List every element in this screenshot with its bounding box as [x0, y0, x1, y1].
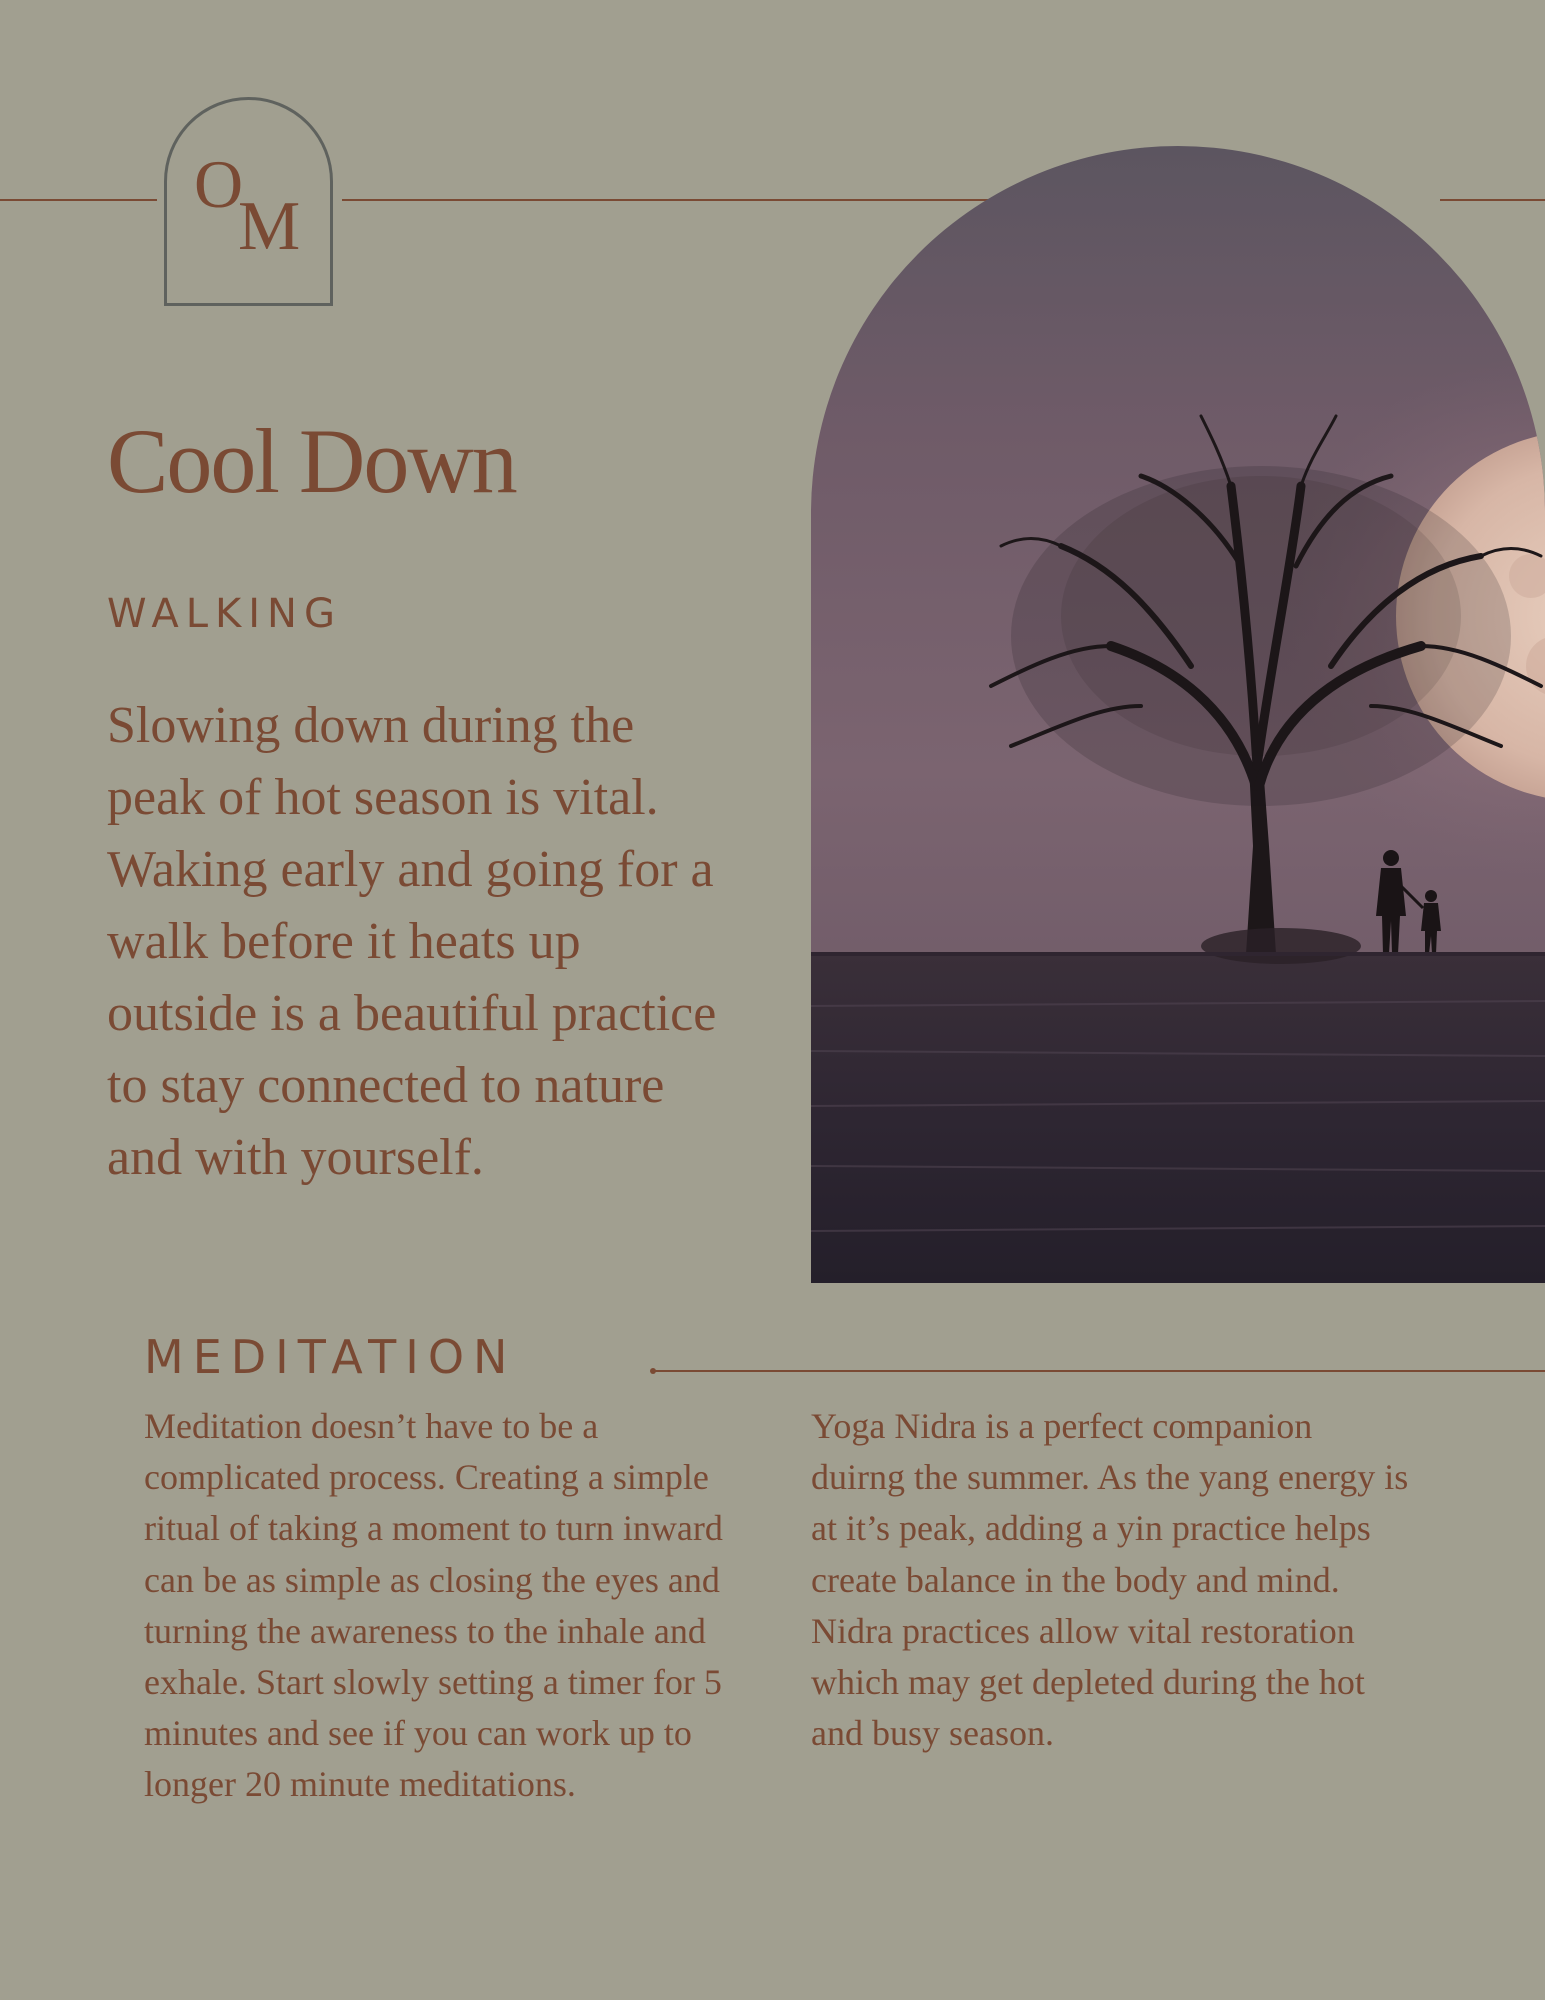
top-rule-left: [0, 199, 157, 201]
top-rule-middle: [342, 199, 1042, 201]
walking-heading: WALKING: [107, 591, 342, 637]
logo-letter-m: M: [238, 188, 301, 265]
moon-tree-photo: [811, 146, 1545, 1283]
top-rule-right: [1440, 199, 1545, 201]
meditation-rule: [652, 1370, 1545, 1372]
walking-body: Slowing down during the peak of hot season is vital. Waking early and going for a walk before it heats up outside is a beautiful practice to stay connected to nature and with yourself.: [107, 697, 717, 1186]
night-landscape-illustration: [811, 146, 1545, 1283]
meditation-heading: MEDITATION: [144, 1330, 517, 1384]
meditation-right-column: Yoga Nidra is a perfect companion duirng the summer. As the yang energy is at it’s peak, adding a yin practice helps create balance in the body and mind. Nidra practices allow vital restoration which may get depleted during the hot and busy season.: [811, 1406, 1409, 1754]
logo-letter-o: O: [194, 146, 244, 222]
page-title: Cool Down: [107, 410, 516, 512]
om-logo: [164, 97, 333, 306]
meditation-left-column: Meditation doesn’t have to be a complicated process. Creating a simple ritual of taking a moment to turn inward can be as simple as closing the eyes and turning the awareness to the inhale and exhale. Start slowly setting a timer for 5 minutes and see if you can work up to longer 20 minute meditations.: [144, 1406, 723, 1805]
